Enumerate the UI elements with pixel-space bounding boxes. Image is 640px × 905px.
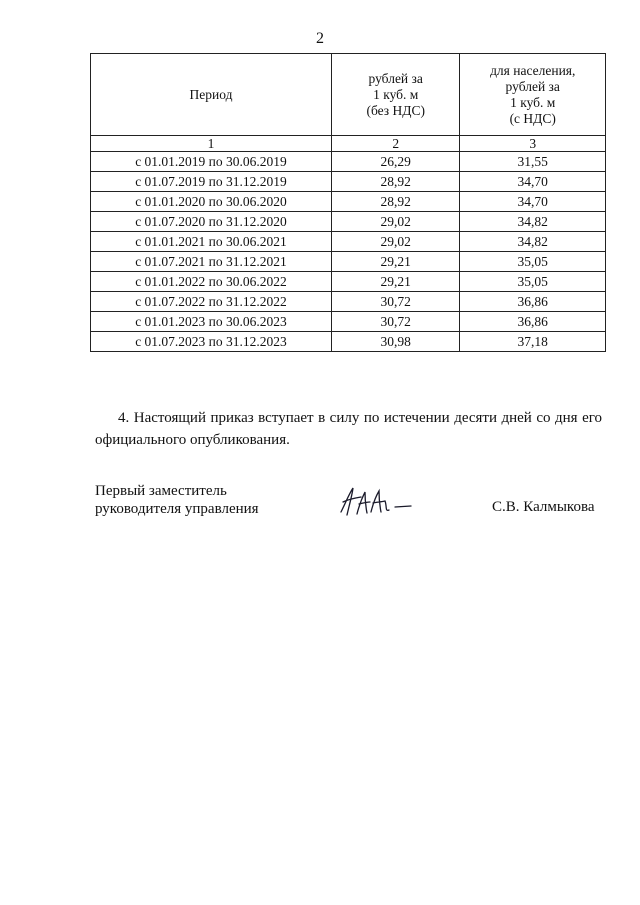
price-with-vat-cell: 31,55 [460, 152, 606, 172]
table-row [91, 252, 606, 272]
header-period [91, 54, 332, 136]
table-row [91, 312, 606, 332]
period-cell: с 01.01.2020 по 30.06.2020 [91, 192, 332, 212]
effective-date-paragraph: 4. Настоящий приказ вступает в силу по истечении десяти дней со дня его официального опубликования. [95, 410, 602, 448]
table-row [91, 292, 606, 312]
table-row [91, 192, 606, 212]
price-no-vat-cell: 29,02 [331, 212, 459, 232]
handwritten-signature [335, 482, 425, 522]
price-with-vat-cell: 34,70 [460, 172, 606, 192]
tariff-table [90, 53, 606, 352]
price-no-vat-cell: 28,92 [331, 192, 459, 212]
price-no-vat-cell: 29,21 [331, 252, 459, 272]
table-row [91, 172, 606, 192]
price-no-vat-cell: 30,72 [331, 292, 459, 312]
table-row [91, 332, 606, 352]
period-cell: с 01.07.2021 по 31.12.2021 [91, 252, 332, 272]
header-period-label: Период [189, 86, 233, 102]
signatory-title-line1: Первый заместитель [95, 483, 227, 499]
price-with-vat-cell: 36,86 [460, 312, 606, 332]
table-row [91, 232, 606, 252]
price-no-vat-cell: 29,02 [331, 232, 459, 252]
column-number-row [91, 136, 606, 152]
column-number: 3 [460, 136, 606, 152]
header-price-no-vat [331, 54, 459, 136]
header-price-no-vat-label: рублей за 1 куб. м (без НДС) [366, 70, 425, 118]
period-cell: с 01.01.2021 по 30.06.2021 [91, 232, 332, 252]
price-with-vat-cell: 35,05 [460, 252, 606, 272]
header-price-with-vat [460, 54, 606, 136]
column-number: 2 [331, 136, 459, 152]
price-no-vat-cell: 30,98 [331, 332, 459, 352]
price-no-vat-cell: 26,29 [331, 152, 459, 172]
signatory-name: С.В. Калмыкова [492, 499, 595, 515]
price-with-vat-cell: 35,05 [460, 272, 606, 292]
table-row [91, 212, 606, 232]
period-cell: с 01.01.2023 по 30.06.2023 [91, 312, 332, 332]
period-cell: с 01.01.2019 по 30.06.2019 [91, 152, 332, 172]
table-row [91, 272, 606, 292]
price-with-vat-cell: 37,18 [460, 332, 606, 352]
price-no-vat-cell: 28,92 [331, 172, 459, 192]
table-header-row [91, 54, 606, 136]
period-cell: с 01.07.2023 по 31.12.2023 [91, 332, 332, 352]
header-price-with-vat-label: для населения, рублей за 1 куб. м (с НДС) [490, 62, 576, 126]
price-with-vat-cell: 34,82 [460, 212, 606, 232]
price-no-vat-cell: 30,72 [331, 312, 459, 332]
period-cell: с 01.07.2019 по 31.12.2019 [91, 172, 332, 192]
price-no-vat-cell: 29,21 [331, 272, 459, 292]
signatory-title-line2: руководителя управления [95, 501, 259, 517]
column-number: 1 [91, 136, 332, 152]
page-number: 2 [316, 30, 324, 47]
price-with-vat-cell: 36,86 [460, 292, 606, 312]
price-with-vat-cell: 34,70 [460, 192, 606, 212]
period-cell: с 01.01.2022 по 30.06.2022 [91, 272, 332, 292]
period-cell: с 01.07.2020 по 31.12.2020 [91, 212, 332, 232]
price-with-vat-cell: 34,82 [460, 232, 606, 252]
table-row [91, 152, 606, 172]
signatory-title [95, 482, 259, 518]
period-cell: с 01.07.2022 по 31.12.2022 [91, 292, 332, 312]
